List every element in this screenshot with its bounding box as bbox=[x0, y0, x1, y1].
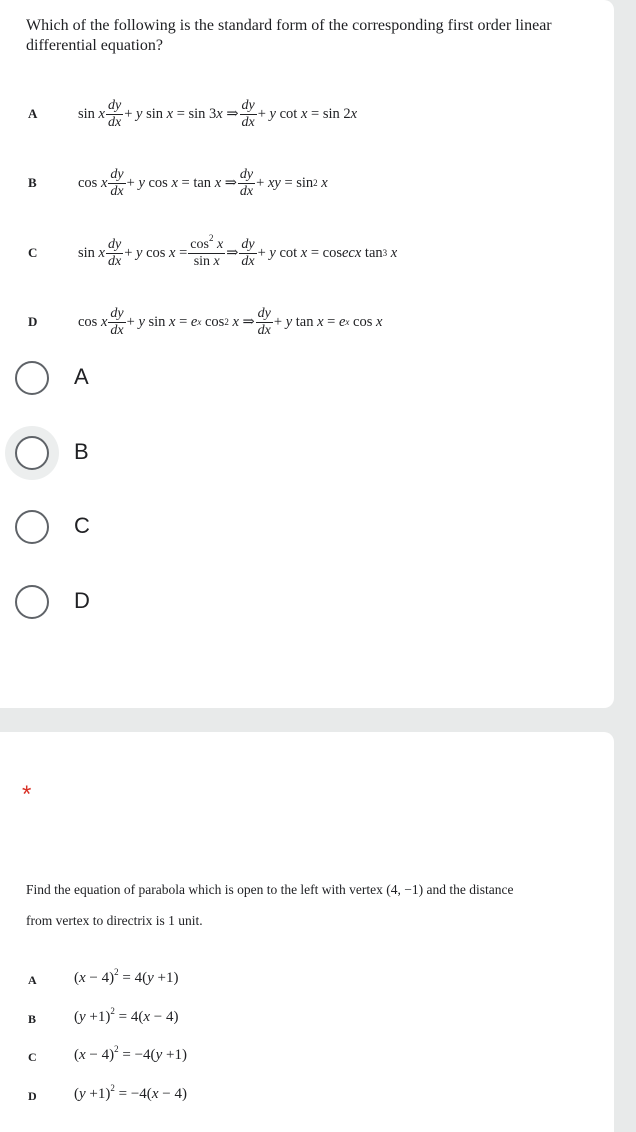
option-d-row bbox=[0, 302, 600, 342]
radio-button[interactable] bbox=[15, 361, 49, 395]
radio-choice-d[interactable] bbox=[12, 582, 212, 626]
radio-choice-a[interactable] bbox=[12, 358, 212, 402]
option-letter: C bbox=[28, 1050, 37, 1064]
question-text: Which of the following is the standard form of the corresponding first order linear differential equation? bbox=[26, 17, 552, 54]
radio-button[interactable] bbox=[15, 510, 49, 544]
option-c-equation: $(x - 4)^2 = -4(y +1)$ bbox=[74, 1044, 187, 1063]
question-text-line2: from vertex to directrix is 1 unit. bbox=[26, 913, 203, 928]
option-letter: B bbox=[28, 1012, 37, 1026]
option-a-equation: $(x - 4)^2 = 4(y +1)$ bbox=[74, 967, 179, 986]
option-letter: D bbox=[28, 1089, 37, 1103]
radio-label: B bbox=[74, 439, 89, 464]
option-letter: A bbox=[28, 973, 37, 987]
question-text: Find the equation of parabola which is open to the left with vertex (4, −1) and the distance bbox=[26, 882, 514, 897]
option-b-equation: $(y +1)^2 = 4(x - 4)$ bbox=[74, 1006, 179, 1025]
option-d-equation: $(y +1)^2 = -4(x - 4)$ bbox=[74, 1083, 187, 1102]
question-card-2 bbox=[0, 732, 614, 1132]
option-letter: B bbox=[28, 175, 37, 190]
radio-label: C bbox=[74, 513, 90, 538]
option-b-equation: cos x $\frac{dy}{dx}$ + y cos x = tan x ⇒ $\frac{dy}{dx}$ + xy = sin 2 x bbox=[78, 166, 328, 199]
required-asterisk: * bbox=[22, 781, 32, 808]
option-letter: C bbox=[28, 245, 38, 260]
radio-button[interactable] bbox=[15, 436, 49, 470]
radio-label: A bbox=[74, 364, 89, 389]
option-letter: A bbox=[28, 106, 38, 121]
radio-label: D bbox=[74, 588, 90, 613]
option-c-row bbox=[0, 233, 600, 273]
radio-choice-c[interactable] bbox=[12, 507, 212, 551]
radio-button[interactable] bbox=[15, 585, 49, 619]
option-a-row bbox=[0, 94, 600, 134]
option-b-row bbox=[0, 163, 600, 203]
option-letter: D bbox=[28, 314, 38, 329]
option-d-equation: cos x $\frac{dy}{dx}$ + y sin x = e x cos 2 x ⇒ $\frac{dy}{dx}$ + y tan x = e x cos x bbox=[78, 305, 383, 338]
radio-choice-b[interactable] bbox=[12, 433, 212, 477]
option-c-equation: sin x $\frac{dy}{dx}$ + y cos x = $\frac{\cos^2 x}{\text{sin x}}$ ⇒ $\frac{dy}{dx}$ + y cot x = cos ecx tan 3 x bbox=[78, 232, 398, 269]
option-a-equation: sin x $\frac{dy}{dx}$ + y sin x = sin 3 x ⇒ $\frac{dy}{dx}$ + y cot x = sin 2 x bbox=[78, 97, 358, 130]
